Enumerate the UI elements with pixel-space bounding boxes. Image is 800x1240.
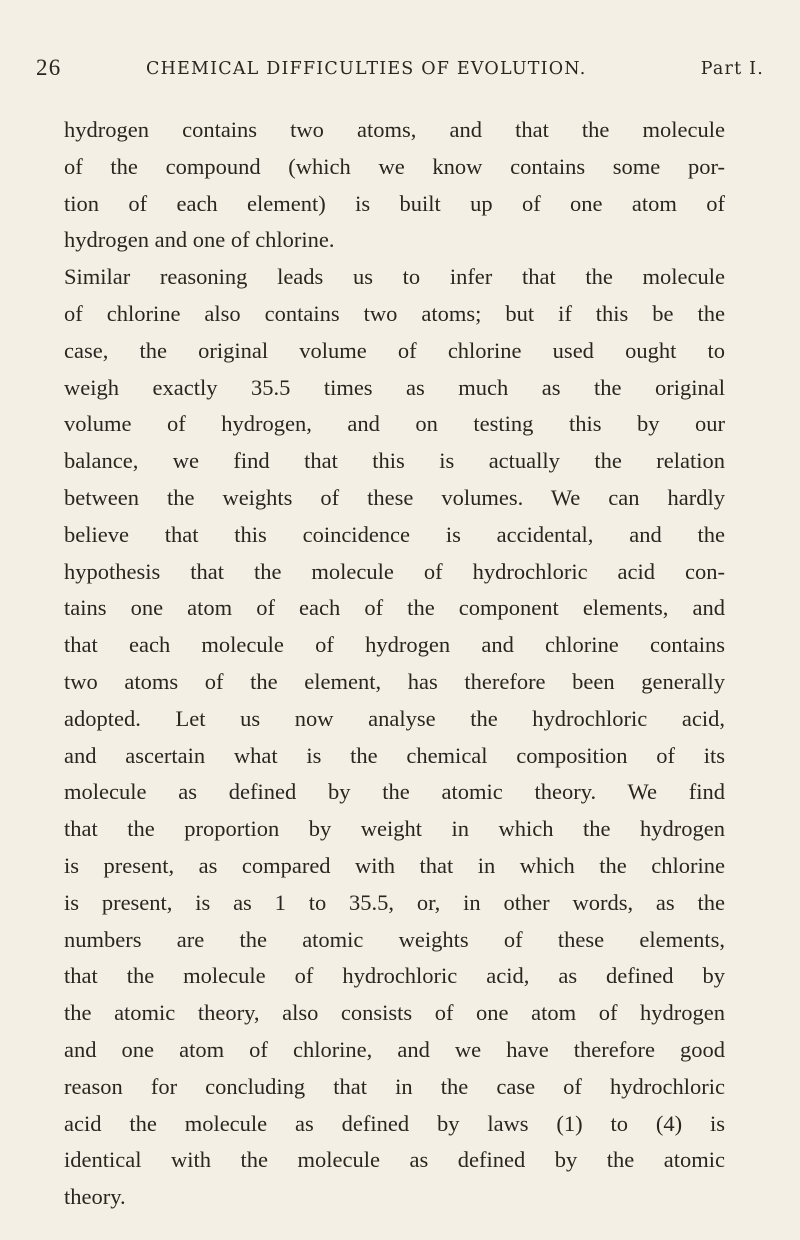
text-line: hydrogen and one of chlorine. [64,227,335,253]
text-line: numbers are the atomic weights of these elements, [64,926,725,952]
text-line: volume of hydrogen, and on testing this by our [64,411,725,437]
text-line: balance, we find that this is actually the relation [64,448,725,474]
text-line: reason for concluding that in the case of hydrochloric [64,1073,725,1099]
text-line: Similar reasoning leads us to infer that the molecule [64,264,725,290]
text-line: tains one atom of each of the component elements, and [64,595,725,621]
text-line: and one atom of chlorine, and we have therefore good [64,1036,725,1062]
text-line: of chlorine also contains two atoms; but if this be the [64,300,725,326]
text-line: hypothesis that the molecule of hydrochloric acid con- [64,558,725,584]
text-line: that each molecule of hydrogen and chlorine contains [64,632,725,658]
text-line: tion of each element) is built up of one atom of [64,190,725,216]
text-line: case, the original volume of chlorine used ought to [64,337,725,363]
text-line: the atomic theory, also consists of one atom of hydrogen [64,1000,725,1026]
running-title: CHEMICAL DIFFICULTIES OF EVOLUTION. [146,59,587,79]
page-number: 26 [36,55,62,80]
part-label: Part I. [700,59,764,79]
text-line: that the molecule of hydrochloric acid, as defined by [64,963,725,989]
text-line: of the compound (which we know contains some por- [64,153,725,179]
body-text [64,112,725,1216]
running-head [36,55,766,85]
text-line: is present, is as 1 to 35.5, or, in other words, as the [64,889,725,915]
text-line: molecule as defined by the atomic theory. We find [64,779,725,805]
text-line: between the weights of these volumes. We can hardly [64,484,725,510]
text-line: acid the molecule as defined by laws (1) to (4) is [64,1110,725,1136]
text-line: and ascertain what is the chemical composition of its [64,742,725,768]
text-line: that the proportion by weight in which the hydrogen [64,816,725,842]
text-line: is present, as compared with that in which the chlorine [64,852,725,878]
text-line: believe that this coincidence is accidental, and the [64,521,725,547]
text-line: two atoms of the element, has therefore been generally [64,668,725,694]
text-line: weigh exactly 35.5 times as much as the original [64,374,725,400]
text-line: hydrogen contains two atoms, and that the molecule [64,117,725,142]
text-line: theory. [64,1184,126,1210]
text-line: identical with the molecule as defined by the atomic [64,1147,725,1173]
text-line: adopted. Let us now analyse the hydrochloric acid, [64,705,725,731]
